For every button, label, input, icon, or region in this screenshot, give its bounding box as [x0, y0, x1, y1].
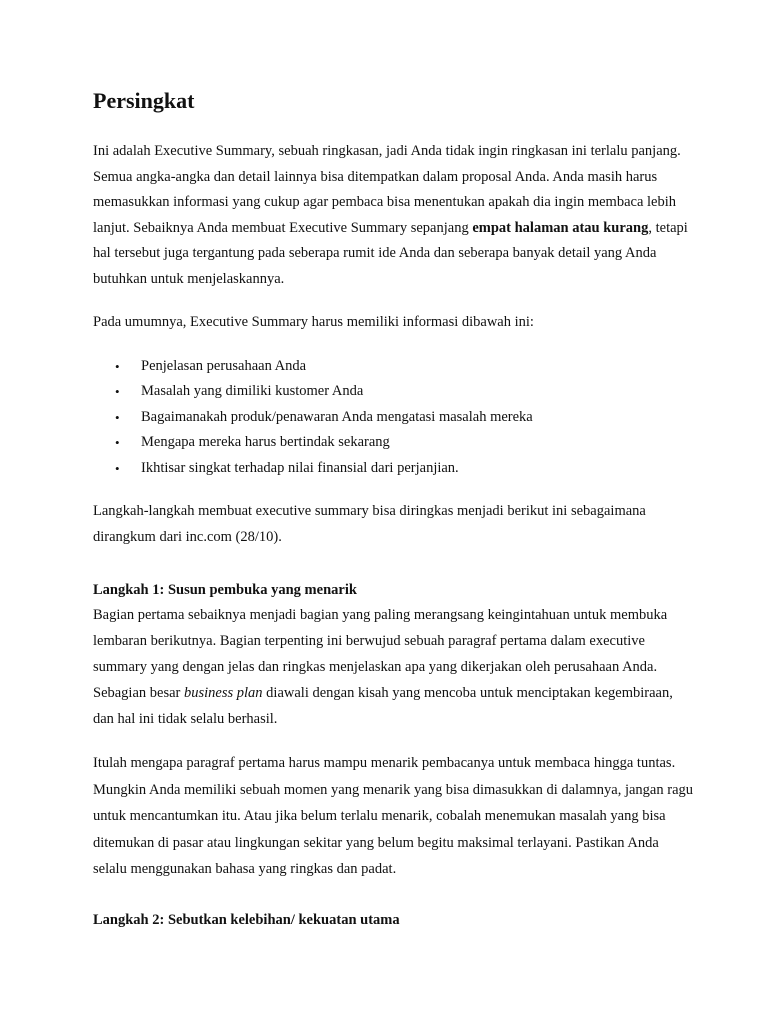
list-item-text: Mengapa mereka harus bertindak sekarang [141, 434, 390, 450]
list-item-text: Ikhtisar singkat terhadap nilai finansial dari perjanjian. [141, 459, 459, 476]
list-item [93, 379, 693, 405]
info-bullet-list [93, 354, 693, 482]
bullet-icon: • [115, 409, 120, 425]
step2-heading: Langkah 2: Sebutkan kelebihan/ kekuatan utama [93, 911, 400, 928]
step1-italic-text: business plan [184, 685, 263, 701]
document-body [93, 86, 693, 933]
list-item-text: Bagaimanakah produk/penawaran Anda mengatasi masalah mereka [141, 408, 533, 425]
list-item [93, 405, 693, 431]
list-intro-paragraph: Pada umumnya, Executive Summary harus memiliki informasi dibawah ini: [93, 314, 534, 330]
intro-text-1: Ini adalah Executive Summary, sebuah ringkasan, jadi Anda tidak ingin ringkasan ini terlalu panjang. Semua angka-angka dan detail lainnya bisa ditempatkan dalam proposal Anda. Anda masih harus memasukkan informasi yang cukup agar pembaca bisa menentukan apakah dia ingin membaca lebih lanjut. Sebaiknya Anda membuat Executive Summary sepanjang [93, 143, 681, 236]
step1-paragraph-2: Itulah mengapa paragraf pertama harus mampu menarik pembacanya untuk membaca hingga tuntas. Mungkin Anda memiliki sebuah momen yang menarik yang bisa dimasukkan di dalamnya, jangan ragu untuk mencantumkan itu. Atau jika belum terlalu menarik, cobalah menemukan masalah yang bisa ditemukan di pasar atau lingkungan sekitar yang belum begitu maksimal terlayani. Pastikan Anda selalu menggunakan bahasa yang ringkas dan padat. [93, 755, 694, 877]
step1-text-2: diawali dengan kisah yang mencoba untuk menciptakan kegembiraan, dan hal ini tidak selalu berhasil. [93, 685, 673, 727]
intro-text-2: , tetapi hal tersebut juga tergantung pada seberapa rumit ide Anda dan seberapa banyak detail yang Anda butuhkan untuk menjelaskannya. [93, 219, 688, 287]
step1-paragraph [93, 602, 693, 732]
bullet-icon: • [115, 384, 120, 399]
list-item-text: Masalah yang dimiliki kustomer Anda [141, 383, 364, 399]
bullet-icon: • [115, 358, 120, 374]
bullet-icon: • [115, 460, 120, 476]
intro-paragraph [93, 139, 693, 292]
step1-heading: Langkah 1: Susun pembuka yang menarik [93, 582, 357, 598]
steps-intro-paragraph: Langkah-langkah membuat executive summary bisa diringkas menjadi berikut ini sebagaimana dirangkum dari inc.com (28/10). [93, 503, 646, 545]
page-title: Persingkat [93, 88, 195, 113]
list-item-text: Penjelasan perusahaan Anda [141, 357, 307, 374]
list-item [93, 430, 693, 456]
list-item [93, 354, 693, 380]
bullet-icon: • [115, 435, 120, 450]
step1-text-1: Bagian pertama sebaiknya menjadi bagian yang paling merangsang keingintahuan untuk membuka lembaran berikutnya. Bagian terpenting ini berwujud sebuah paragraf pertama dalam executive summary yang dengan jelas dan ringkas menjelaskan apa yang dikerjakan oleh perusahaan Anda. Sebagian besar [93, 607, 668, 701]
intro-bold-text: empat halaman atau kurang [472, 219, 649, 236]
list-item [93, 456, 693, 482]
